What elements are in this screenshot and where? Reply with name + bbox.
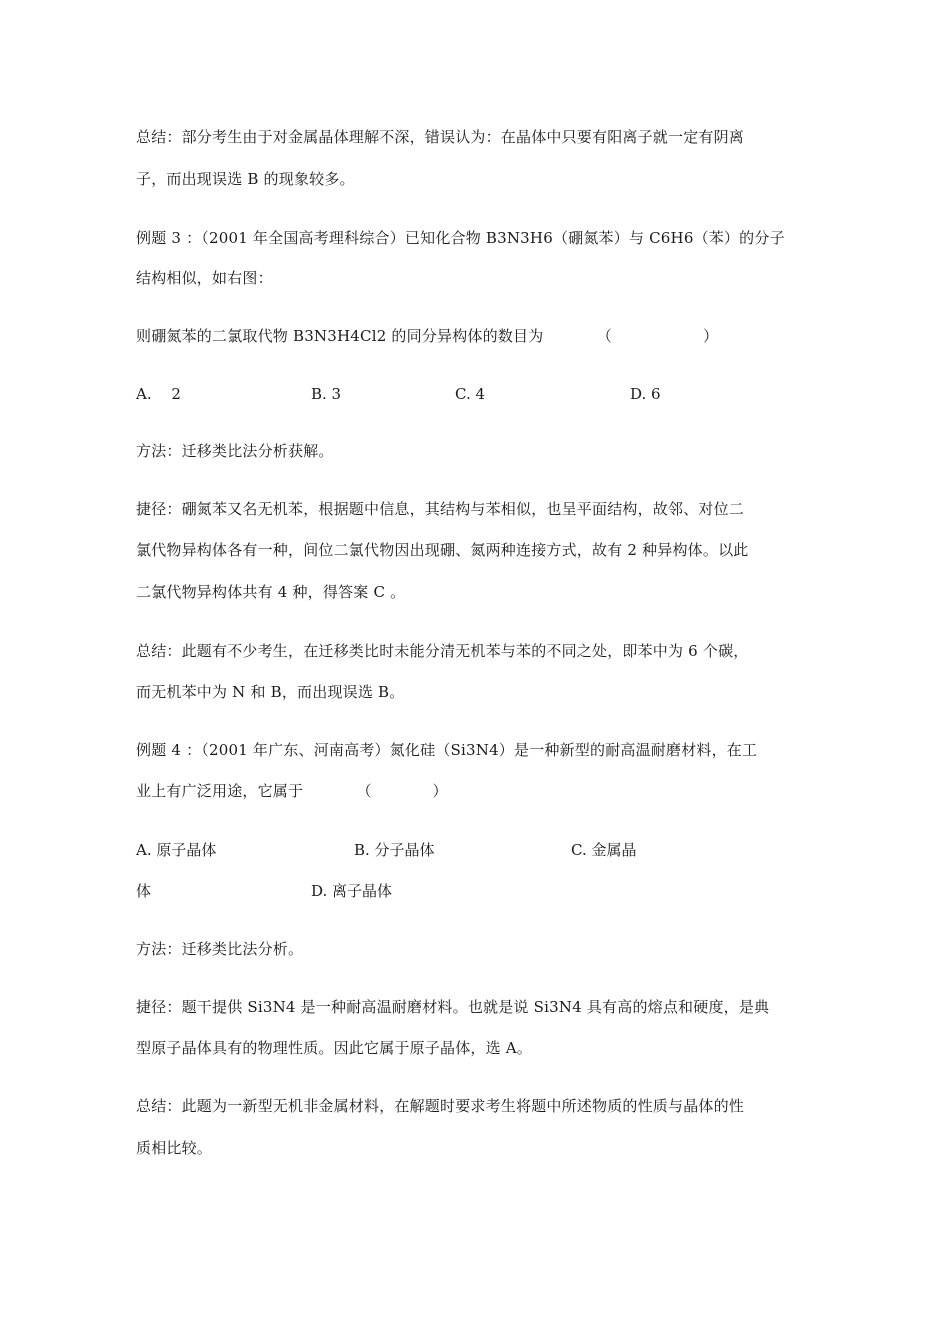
summary-1-line-1: 总结：部分考生由于对金属晶体理解不深，错误认为：在晶体中只要有阳离子就一定有阴离: [136, 128, 745, 146]
example-4-summary-line-1: 总结：此题为一新型无机非金属材料，在解题时要求考生将题中所述物质的性质与晶体的性: [136, 1097, 745, 1115]
example-4-line-2: 业上有广泛用途，它属于 （ ）: [136, 782, 448, 800]
example-3-solution-line-1: 捷径：硼氮苯又名无机苯，根据题中信息，其结构与苯相似，也呈平面结构，故邻、对位二: [136, 500, 745, 518]
example-4-option-c: C. 金属晶: [571, 841, 637, 859]
example-4-solution-line-1: 捷径：题干提供 Si3N4 是一种耐高温耐磨材料。也就是说 Si3N4 具有高的熔点和硬度，是典: [136, 998, 770, 1016]
example-3-method: 方法：迁移类比法分析获解。: [136, 442, 334, 460]
example-4-line-1: 例题 4 ：（2001 年广东、河南高考）氮化硅（Si3N4）是一种新型的耐高温耐磨材料，在工: [136, 741, 758, 759]
example-3-summary-line-2: 而无机苯中为 N 和 B，而出现误选 B。: [136, 683, 405, 701]
example-4-option-d: D. 离子晶体: [311, 882, 393, 900]
summary-1-line-2: 子，而出现误选 B 的现象较多。: [136, 170, 355, 188]
example-3-option-a: A. 2: [136, 385, 181, 403]
example-4-option-c-wrap: 体: [136, 882, 152, 900]
example-4-summary-line-2: 质相比较。: [136, 1139, 213, 1157]
example-4-option-a: A. 原子晶体: [136, 841, 217, 859]
example-4-option-b: B. 分子晶体: [354, 841, 435, 859]
example-3-question: 则硼氮苯的二氯取代物 B3N3H4Cl2 的同分异构体的数目为 （ ）: [136, 327, 719, 345]
example-3-summary-line-1: 总结：此题有不少考生，在迁移类比时未能分清无机苯与苯的不同之处，即苯中为 6 个碳，: [136, 642, 749, 660]
example-4-method: 方法：迁移类比法分析。: [136, 940, 304, 958]
example-3-solution-line-2: 氯代物异构体各有一种，间位二氯代物因出现硼、氮两种连接方式，故有 2 种异构体。以此: [136, 541, 749, 559]
example-3-line-1: 例题 3 ：（2001 年全国高考理科综合）已知化合物 B3N3H6（硼氮苯）与 C6H6（苯）的分子: [136, 229, 785, 247]
example-4-solution-line-2: 型原子晶体具有的物理性质。因此它属于原子晶体，选 A。: [136, 1039, 533, 1057]
example-3-option-d: D. 6: [630, 385, 661, 403]
example-3-line-2: 结构相似，如右图：: [136, 269, 273, 287]
example-3-option-b: B. 3: [311, 385, 342, 403]
example-3-solution-line-3: 二氯代物异构体共有 4 种，得答案 C 。: [136, 583, 406, 601]
example-3-option-c: C. 4: [455, 385, 486, 403]
